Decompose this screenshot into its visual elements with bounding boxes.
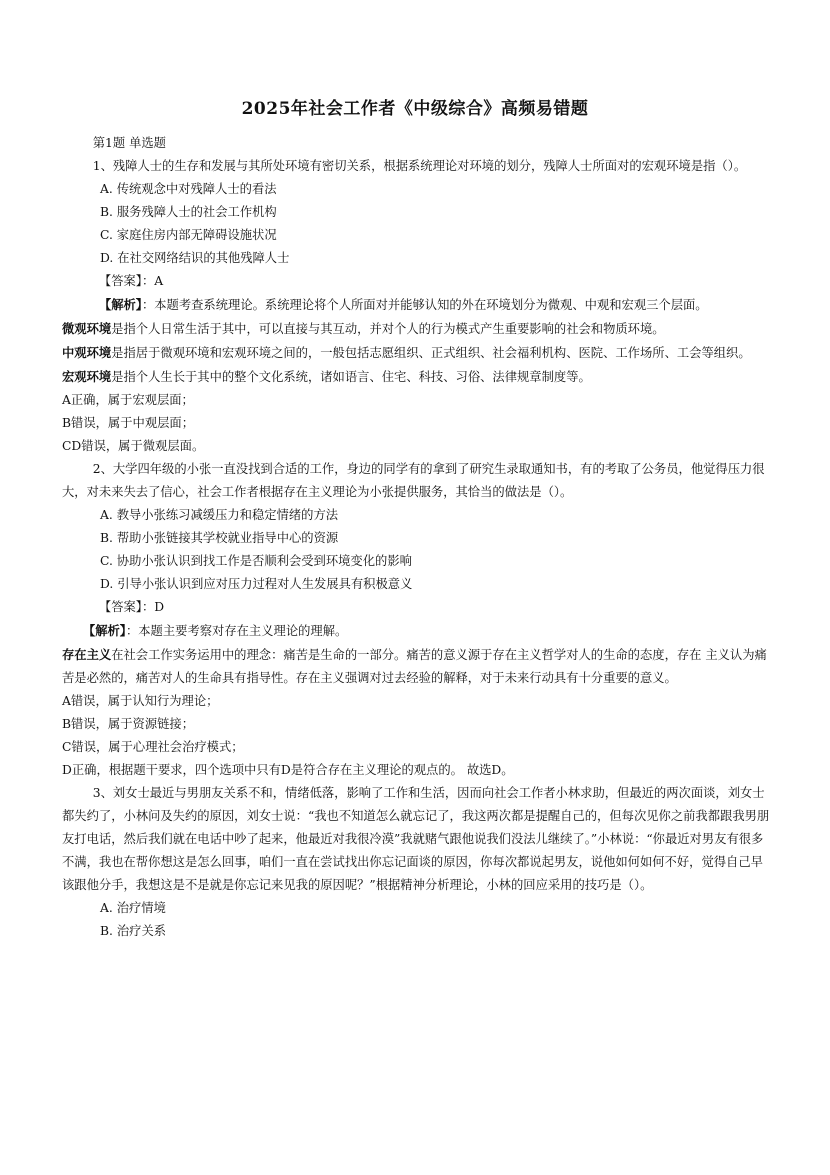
- definition-text: 是指个人生长于其中的整个文化系统，诸如语言、住宅、科技、习俗、法律规章制度等。: [111, 370, 591, 384]
- meso-environment-definition: [62, 341, 770, 365]
- analysis-text: ：本题考查系统理论。系统理论将个人所面对并能够认知的外在环境划分为微观、中观和宏观三个层面。: [141, 298, 708, 312]
- term-meso: 中观环境: [62, 345, 112, 360]
- question-1-note: CD错误，属于微观层面。: [62, 439, 205, 453]
- macro-environment-definition: [62, 365, 770, 389]
- analysis-label: 【解析】: [98, 297, 142, 312]
- question-2-note: A错误，属于认知行为理论；: [62, 694, 219, 708]
- question-1-answer: [62, 270, 770, 293]
- term-existentialism: 存在主义: [62, 647, 112, 662]
- page-title: 2025年社会工作者《中级综合》高频易错题: [241, 99, 589, 119]
- term-micro: 微观环境: [62, 321, 112, 336]
- question-2-note: D正确，根据题干要求，四个选项中只有D是符合存在主义理论的观点的。 故选D。: [62, 763, 514, 777]
- answer-label: 【答案】: [98, 274, 142, 288]
- micro-environment-definition: [62, 317, 770, 341]
- question-1-option-b: B. 服务残障人士的社会工作机构: [100, 205, 277, 219]
- question-2-note: B错误，属于资源链接；: [62, 717, 195, 731]
- question-1-analysis: [62, 293, 770, 317]
- question-2-analysis: [62, 619, 770, 643]
- analysis-text: ：本题主要考察对存在主义理论的理解。: [125, 624, 348, 638]
- definition-text: 是指居于微观环境和宏观环境之间的，一般包括志愿组织、正式组织、社会福利机构、医院、工作场所、工会等组织。: [111, 346, 751, 360]
- question-2-stem: 2、大学四年级的小张一直没找到合适的工作，身边的同学有的拿到了研究生录取通知书，有的考取了公务员，他觉得压力很大，对未来失去了信心，社会工作者根据存在主义理论为小张提供服务，其恰当的做法是（）。: [62, 462, 765, 499]
- question-3-option-b: B. 治疗关系: [100, 924, 167, 938]
- question-2-option-a: A. 教导小张练习减缓压力和稳定情绪的方法: [100, 508, 339, 522]
- answer-value: ：D: [141, 600, 165, 614]
- existentialism-definition: [62, 643, 770, 690]
- answer-label: 【答案】: [98, 600, 142, 614]
- definition-text: 是指个人日常生活于其中，可以直接与其互动，并对个人的行为模式产生重要影响的社会和物质环境。: [111, 322, 665, 336]
- question-2-option-b: B. 帮助小张链接其学校就业指导中心的资源: [100, 531, 339, 545]
- document-body: [62, 132, 770, 943]
- question-1-stem: 1、残障人士的生存和发展与其所处环境有密切关系，根据系统理论对环境的划分，残障人士所面对的宏观环境是指（）。: [92, 159, 747, 173]
- question-2-option-c: C. 协助小张认识到找工作是否顺利会受到环境变化的影响: [100, 554, 412, 568]
- question-3-stem: 3、刘女士最近与男朋友关系不和，情绪低落，影响了工作和生活，因而向社会工作者小林求助，但最近的两次面谈，刘女士都失约了，小林问及失约的原因，刘女士说：“我也不知道怎么就忘记了，我这两次都是提醒自己的，但每次见你之前我都跟我男朋友打电话，然后我们就在电话中吵了起来，他最近对我很冷漠”我就赌气跟他说我们没法儿继续了。”小林说：“你最近对男友有很多不满，我也在帮你想这是怎么回事，咱们一直在尝试找出你忘记面谈的原因，你每次都说起男友，说他如何如何不好，觉得自己早该跟他分手，我想这是不是就是你忘记来见我的原因呢？”根据精神分析理论，小林的回应采用的技巧是（）。: [62, 786, 770, 892]
- question-1-note: A正确，属于宏观层面；: [62, 393, 194, 407]
- question-1-option-a: A. 传统观念中对残障人士的看法: [100, 182, 277, 196]
- question-2-note: C错误，属于心理社会治疗模式；: [62, 740, 244, 754]
- question-1-option-c: C. 家庭住房内部无障碍设施状况: [100, 228, 277, 242]
- question-1-option-d: D. 在社交网络结识的其他残障人士: [100, 251, 290, 265]
- question-3-option-a: A. 治疗情境: [100, 901, 166, 915]
- question-2-answer: [62, 596, 770, 619]
- question-2-option-d: D. 引导小张认识到应对压力过程对人生发展具有积极意义: [100, 577, 413, 591]
- section-heading: 第1题 单选题: [92, 136, 166, 150]
- analysis-label: 【解析】: [82, 623, 126, 638]
- definition-text: 在社会工作实务运用中的理念：痛苦是生命的一部分。痛苦的意义源于存在主义哲学对人的生命的态度，存在 主义认为痛苦是必然的，痛苦对人的生命具有指导性。存在主义强调对过去经验的解释，对于未来行动具有十分重要的意义。: [62, 648, 767, 685]
- answer-value: ：A: [141, 274, 164, 288]
- term-macro: 宏观环境: [62, 369, 112, 384]
- question-1-note: B错误，属于中观层面；: [62, 416, 195, 430]
